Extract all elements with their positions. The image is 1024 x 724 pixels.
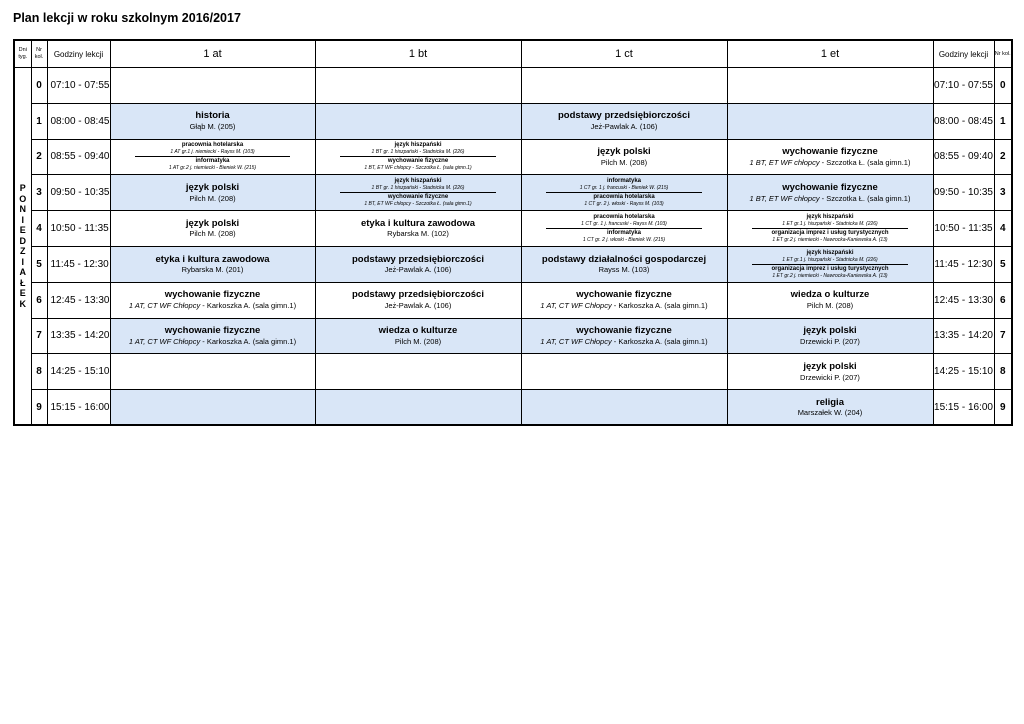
lesson-teacher xyxy=(316,301,521,310)
group-teacher xyxy=(522,237,727,243)
lesson-number-right: 4 xyxy=(994,211,1012,247)
lesson-cell xyxy=(110,103,315,139)
lesson-cell xyxy=(521,139,727,175)
group-teacher xyxy=(316,201,521,207)
group-divider xyxy=(546,192,702,193)
lesson-subject: język polski xyxy=(185,182,240,194)
lesson-cell xyxy=(727,175,933,211)
teacher-name: - Karkoszka A. (sala gimn.1) xyxy=(611,336,708,346)
group-divider xyxy=(546,228,702,229)
lesson-cell xyxy=(110,68,315,104)
table-row xyxy=(14,282,1012,318)
teacher-name: - Stadnicka M. (226) xyxy=(418,149,465,156)
group-lesson xyxy=(316,178,521,191)
group-lesson xyxy=(111,158,315,171)
lesson-number: 9 xyxy=(31,390,47,426)
group-lesson xyxy=(316,194,521,207)
lesson-number-right: 9 xyxy=(994,390,1012,426)
lesson-cell xyxy=(727,139,933,175)
lesson-cell xyxy=(727,354,933,390)
table-row xyxy=(14,175,1012,211)
teacher-name: - Bieniek W. (215) xyxy=(627,185,669,192)
lesson-number-right: 7 xyxy=(994,318,1012,354)
header-class-1et: 1 et xyxy=(727,40,933,68)
lesson-cell xyxy=(110,390,315,426)
group-name: 1 BT, ET WF chłopcy xyxy=(749,157,820,167)
group-lesson xyxy=(728,214,933,227)
header-row xyxy=(14,40,1012,68)
group-name: 1 AT, CT WF Chłopcy xyxy=(128,336,201,346)
header-day: Dni tyg. xyxy=(14,40,31,68)
lesson-cell xyxy=(727,390,933,426)
table-row xyxy=(14,68,1012,104)
header-class-1ct: 1 ct xyxy=(521,40,727,68)
lesson-cell xyxy=(727,282,933,318)
lesson-subject: język polski xyxy=(803,325,857,337)
lesson-cell xyxy=(727,103,933,139)
teacher-name: - Stadnicka M. (226) xyxy=(831,256,878,263)
teacher-name: Drzewicki P. (207) xyxy=(800,336,860,346)
group-subject: język hiszpański xyxy=(394,142,442,149)
group-subject: organizacja imprez i usług turystycznych xyxy=(771,230,889,237)
group-name: 1 BT gr. 1 hiszpański xyxy=(371,149,419,156)
lesson-teacher xyxy=(728,158,933,167)
teacher-name: - Stadnicka M. (226) xyxy=(831,221,878,228)
table-row xyxy=(14,211,1012,247)
group-lesson xyxy=(728,230,933,243)
lesson-subject: wychowanie fizyczne xyxy=(164,289,261,301)
lesson-cell xyxy=(110,282,315,318)
table-row xyxy=(14,246,1012,282)
teacher-name: - Bieniek W. (215) xyxy=(214,165,257,172)
teacher-name: - Rayss M. (103) xyxy=(216,149,255,156)
group-name: 1 AT gr.1 j. niemiecki xyxy=(170,149,217,156)
table-row xyxy=(14,390,1012,426)
group-teacher xyxy=(728,221,933,227)
group-teacher xyxy=(728,257,933,263)
lesson-number: 6 xyxy=(31,282,47,318)
lesson-time: 08:55 - 09:40 xyxy=(47,139,110,175)
group-lesson xyxy=(522,194,727,207)
lesson-cell xyxy=(315,246,521,282)
lesson-teacher xyxy=(522,337,727,346)
lesson-subject: wiedza o kulturze xyxy=(790,289,870,301)
group-subject: informatyka xyxy=(606,178,641,185)
lesson-teacher xyxy=(316,265,521,274)
group-lesson xyxy=(316,158,521,171)
lesson-subject: wychowanie fizyczne xyxy=(576,325,672,337)
header-nr-right: Nr kol. xyxy=(994,40,1012,68)
teacher-name: Rybarska M. (102) xyxy=(387,229,449,239)
lesson-teacher xyxy=(522,265,727,274)
teacher-name: - Karkoszka A. (sala gimn.1) xyxy=(200,300,297,310)
teacher-name: - Szczotka Ł. (sala gimn.1) xyxy=(411,201,472,208)
lesson-cell xyxy=(521,175,727,211)
group-lesson xyxy=(728,250,933,263)
page-title: Plan lekcji w roku szkolnym 2016/2017 xyxy=(13,11,241,25)
group-name: 1 BT, ET WF chłopcy xyxy=(364,165,412,172)
lesson-number: 3 xyxy=(31,175,47,211)
group-name: 1 ET gr.2 j. niemiecki xyxy=(772,272,819,279)
lesson-number-right: 3 xyxy=(994,175,1012,211)
lesson-subject: etyka i kultura zawodowa xyxy=(155,253,270,265)
group-divider xyxy=(340,192,496,193)
teacher-name: - Karkoszka A. (sala gimn.1) xyxy=(200,336,297,346)
lesson-time-right: 09:50 - 10:35 xyxy=(933,175,994,211)
group-lesson xyxy=(522,230,727,243)
lesson-subject: religia xyxy=(816,396,844,408)
group-name: 1 CT gr. 2 j. włoski xyxy=(582,237,624,244)
header-hours-right: Godziny lekcji xyxy=(933,40,994,68)
lesson-teacher xyxy=(316,229,521,238)
lesson-cell xyxy=(521,246,727,282)
lesson-subject: wiedza o kulturze xyxy=(378,325,458,337)
lesson-teacher xyxy=(111,194,315,203)
lesson-subject: język polski xyxy=(597,146,651,158)
teacher-name: Marszałek W. (204) xyxy=(797,408,863,418)
lesson-subject: podstawy przedsiębiorczości xyxy=(558,110,690,122)
lesson-number-right: 1 xyxy=(994,103,1012,139)
lesson-number: 0 xyxy=(31,68,47,104)
lesson-subject: wychowanie fizyczne xyxy=(576,289,672,301)
table-row xyxy=(14,103,1012,139)
teacher-name: Jeż-Pawlak A. (106) xyxy=(384,265,452,275)
group-name: 1 CT gr. 1 j. francuski xyxy=(581,221,629,228)
lesson-teacher xyxy=(728,408,933,417)
teacher-name: Pilch M. (208) xyxy=(394,336,442,346)
group-subject: wychowanie fizyczne xyxy=(387,194,449,201)
lesson-time: 08:00 - 08:45 xyxy=(47,103,110,139)
group-name: 1 AT gr.2 j. niemiecki xyxy=(168,165,215,172)
lesson-subject: etyka i kultura zawodowa xyxy=(360,217,476,229)
teacher-name: - Stadnicka M. (226) xyxy=(418,185,465,192)
lesson-subject: historia xyxy=(195,110,230,122)
lesson-time: 10:50 - 11:35 xyxy=(47,211,110,247)
lesson-cell xyxy=(521,68,727,104)
group-lesson xyxy=(316,142,521,155)
group-name: 1 AT, CT WF Chłopcy xyxy=(540,300,612,310)
lesson-cell xyxy=(727,246,933,282)
header-hours: Godziny lekcji xyxy=(47,40,110,68)
teacher-name: Jeż-Pawlak A. (106) xyxy=(590,121,658,131)
teacher-name: Pilch M. (208) xyxy=(189,229,236,239)
lesson-number: 7 xyxy=(31,318,47,354)
teacher-name: Pilch M. (208) xyxy=(600,157,648,167)
lesson-cell xyxy=(521,103,727,139)
group-lesson xyxy=(522,178,727,191)
lesson-time-right: 08:00 - 08:45 xyxy=(933,103,994,139)
lesson-cell xyxy=(315,318,521,354)
group-lesson xyxy=(111,142,315,155)
group-name: 1 ET gr.1 j. hiszpański xyxy=(782,221,832,228)
group-name: 1 CT gr. 2 j. włoski xyxy=(584,201,626,208)
table-row xyxy=(14,354,1012,390)
lesson-time: 11:45 - 12:30 xyxy=(47,246,110,282)
teacher-name: Pilch M. (208) xyxy=(806,300,854,310)
group-divider xyxy=(752,264,908,265)
lesson-time-right: 15:15 - 16:00 xyxy=(933,390,994,426)
group-subject: wychowanie fizyczne xyxy=(387,158,449,165)
teacher-name: - Rayss M. (103) xyxy=(625,201,664,208)
lesson-number-right: 6 xyxy=(994,282,1012,318)
lesson-number-right: 8 xyxy=(994,354,1012,390)
lesson-time-right: 10:50 - 11:35 xyxy=(933,211,994,247)
lesson-time-right: 13:35 - 14:20 xyxy=(933,318,994,354)
lesson-cell xyxy=(110,139,315,175)
lesson-cell xyxy=(110,211,315,247)
group-subject: organizacja imprez i usług turystycznych xyxy=(771,265,889,272)
group-teacher xyxy=(728,237,933,243)
lesson-teacher xyxy=(111,265,315,274)
group-teacher xyxy=(522,221,727,227)
teacher-name: - Bieniek W. (215) xyxy=(623,237,666,244)
lesson-time: 12:45 - 13:30 xyxy=(47,282,110,318)
group-teacher xyxy=(316,165,521,171)
group-lesson xyxy=(522,214,727,227)
group-name: 1 ET gr.2 j. niemiecki xyxy=(772,237,819,244)
lesson-cell xyxy=(315,211,521,247)
header-nr: Nr kol. xyxy=(31,40,47,68)
lesson-cell xyxy=(521,390,727,426)
lesson-cell xyxy=(315,282,521,318)
lesson-teacher xyxy=(728,194,933,203)
day-label: P O N I E D Z I A Ł E K xyxy=(14,68,31,426)
lesson-time-right: 14:25 - 15:10 xyxy=(933,354,994,390)
lesson-number-right: 5 xyxy=(994,246,1012,282)
group-subject: pracownia hotelarska xyxy=(593,214,655,221)
group-name: 1 CT gr. 1 j. francuski xyxy=(579,185,628,192)
header-class-1bt: 1 bt xyxy=(315,40,521,68)
lesson-cell xyxy=(315,354,521,390)
group-name: 1 ET gr.1 j. hiszpański xyxy=(782,256,832,263)
lesson-subject: wychowanie fizyczne xyxy=(782,146,878,158)
teacher-name: - Karkoszka A. (sala gimn.1) xyxy=(611,300,708,310)
lesson-cell xyxy=(727,68,933,104)
lesson-teacher xyxy=(111,337,315,346)
teacher-name: Rybarska M. (201) xyxy=(181,265,244,275)
group-name: 1 AT, CT WF Chłopcy xyxy=(128,300,201,310)
lesson-subject: podstawy przedsiębiorczości xyxy=(352,289,484,301)
lesson-teacher xyxy=(522,122,727,131)
group-name: 1 AT, CT WF Chłopcy xyxy=(540,336,612,346)
teacher-name: Drzewicki P. (207) xyxy=(800,372,860,382)
teacher-name: - Szczotka Ł. (sala gimn.1) xyxy=(819,193,911,203)
lesson-time-right: 07:10 - 07:55 xyxy=(933,68,994,104)
lesson-cell xyxy=(521,318,727,354)
lesson-cell xyxy=(315,68,521,104)
lesson-cell xyxy=(110,354,315,390)
lesson-subject: wychowanie fizyczne xyxy=(782,182,878,194)
teacher-name: Pilch M. (208) xyxy=(189,193,236,203)
teacher-name: - Nawrocka-Kaniewska A. (13) xyxy=(818,237,888,244)
lesson-time: 14:25 - 15:10 xyxy=(47,354,110,390)
lesson-time: 09:50 - 10:35 xyxy=(47,175,110,211)
group-divider xyxy=(340,156,496,157)
group-subject: język hiszpański xyxy=(394,178,442,185)
lesson-cell xyxy=(315,390,521,426)
lesson-cell xyxy=(315,175,521,211)
teacher-name: - Rayss M. (103) xyxy=(628,221,667,228)
group-teacher xyxy=(728,273,933,279)
lesson-teacher xyxy=(111,122,315,131)
table-row xyxy=(14,318,1012,354)
table-row xyxy=(14,139,1012,175)
lesson-cell xyxy=(110,175,315,211)
group-teacher xyxy=(316,149,521,155)
group-subject: informatyka xyxy=(195,158,230,165)
group-name: 1 BT, ET WF chłopcy xyxy=(364,201,412,208)
timetable xyxy=(13,39,1013,426)
lesson-time-right: 12:45 - 13:30 xyxy=(933,282,994,318)
group-teacher xyxy=(111,149,315,155)
lesson-number-right: 0 xyxy=(994,68,1012,104)
lesson-cell xyxy=(727,318,933,354)
lesson-subject: język polski xyxy=(185,217,240,229)
group-teacher xyxy=(111,165,315,171)
group-subject: informatyka xyxy=(606,230,641,237)
group-subject: pracownia hotelarska xyxy=(181,142,244,149)
lesson-teacher xyxy=(111,229,315,238)
teacher-name: Jeż-Pawlak A. (106) xyxy=(384,300,452,310)
lesson-teacher xyxy=(522,301,727,310)
lesson-number: 5 xyxy=(31,246,47,282)
lesson-number: 8 xyxy=(31,354,47,390)
header-class-1at: 1 at xyxy=(110,40,315,68)
lesson-teacher xyxy=(316,337,521,346)
group-lesson xyxy=(728,266,933,279)
group-divider xyxy=(135,156,290,157)
lesson-cell xyxy=(110,246,315,282)
lesson-teacher xyxy=(728,301,933,310)
teacher-name: - Nawrocka-Kaniewska A. (13) xyxy=(818,272,888,279)
lesson-time: 13:35 - 14:20 xyxy=(47,318,110,354)
lesson-teacher xyxy=(728,337,933,346)
lesson-cell xyxy=(521,354,727,390)
teacher-name: Głąb M. (205) xyxy=(189,121,236,131)
lesson-time: 15:15 - 16:00 xyxy=(47,390,110,426)
teacher-name: - Szczotka Ł. (sala gimn.1) xyxy=(819,157,911,167)
lesson-cell xyxy=(521,282,727,318)
lesson-time: 07:10 - 07:55 xyxy=(47,68,110,104)
lesson-number: 2 xyxy=(31,139,47,175)
group-teacher xyxy=(522,185,727,191)
teacher-name: Rayss M. (103) xyxy=(598,265,650,275)
lesson-number-right: 2 xyxy=(994,139,1012,175)
lesson-number: 4 xyxy=(31,211,47,247)
lesson-cell xyxy=(315,103,521,139)
group-subject: pracownia hotelarska xyxy=(593,194,655,201)
lesson-subject: podstawy działalności gospodarczej xyxy=(541,253,707,265)
lesson-teacher xyxy=(111,301,315,310)
lesson-teacher xyxy=(728,373,933,382)
lesson-cell xyxy=(521,211,727,247)
group-subject: język hiszpański xyxy=(806,249,854,256)
lesson-cell xyxy=(315,139,521,175)
lesson-cell xyxy=(727,211,933,247)
group-name: 1 BT gr. 1 hiszpański xyxy=(371,185,419,192)
lesson-number: 1 xyxy=(31,103,47,139)
group-teacher xyxy=(522,201,727,207)
group-name: 1 BT, ET WF chłopcy xyxy=(749,193,820,203)
lesson-time-right: 08:55 - 09:40 xyxy=(933,139,994,175)
lesson-cell xyxy=(110,318,315,354)
teacher-name: - Szczotka Ł. (sala gimn.1) xyxy=(411,165,472,172)
lesson-time-right: 11:45 - 12:30 xyxy=(933,246,994,282)
lesson-subject: wychowanie fizyczne xyxy=(164,325,261,337)
lesson-teacher xyxy=(522,158,727,167)
group-subject: język hiszpański xyxy=(806,214,854,221)
lesson-subject: język polski xyxy=(803,361,857,373)
group-teacher xyxy=(316,185,521,191)
lesson-subject: podstawy przedsiębiorczości xyxy=(352,253,484,265)
group-divider xyxy=(752,228,908,229)
